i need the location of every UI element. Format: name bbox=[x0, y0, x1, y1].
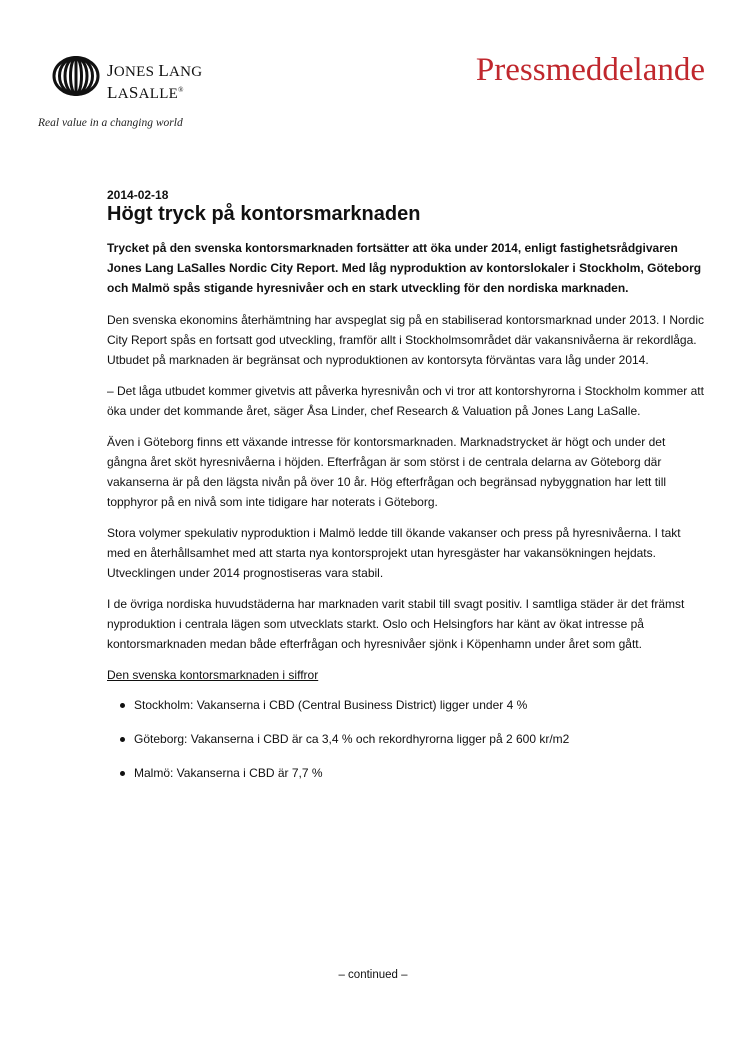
article-body bbox=[107, 188, 707, 797]
registered-mark: ® bbox=[178, 86, 184, 94]
brand-letters: ANG bbox=[169, 64, 203, 80]
brand-letters: ALLE bbox=[138, 86, 179, 102]
brand-letter: L bbox=[107, 83, 118, 102]
figures-list bbox=[107, 695, 707, 783]
list-item-text: Stockholm: Vakanserna i CBD (Central Business District) ligger under 4 % bbox=[134, 698, 528, 712]
brand-line-2 bbox=[107, 81, 202, 103]
bullet-icon bbox=[120, 771, 125, 776]
list-item bbox=[107, 695, 707, 715]
list-item bbox=[107, 729, 707, 749]
list-item bbox=[107, 763, 707, 783]
brand-letters: A bbox=[117, 86, 129, 102]
article-title: Högt tryck på kontorsmarknaden bbox=[107, 203, 421, 225]
document-type-heading: Pressmeddelande bbox=[475, 52, 705, 88]
brand-letter: S bbox=[128, 83, 139, 102]
brand-letters: ONES bbox=[113, 64, 159, 80]
tagline: Real value in a changing world bbox=[38, 117, 183, 129]
article-date: 2014-02-18 bbox=[107, 188, 169, 202]
list-item-text: Malmö: Vakanserna i CBD är 7,7 % bbox=[134, 766, 323, 780]
continued-footer: – continued – bbox=[338, 969, 408, 981]
brand-letter: L bbox=[158, 61, 170, 80]
figures-subheading: Den svenska kontorsmarknaden i siffror bbox=[107, 668, 319, 682]
brand-wordmark bbox=[107, 62, 202, 103]
brand-letter: J bbox=[107, 61, 114, 80]
article-paragraph: Stora volymer spekulativ nyproduktion i Malmö ledde till ökande vakanser och press på hyresnivåerna. I takt med en återhållsamhet med att starta nya kontorsprojekt utan hyresgäster har vakansökningen hejdats. Utvecklingen under 2014 prognostiseras vara stabil. bbox=[107, 526, 681, 580]
jll-logo-icon bbox=[52, 56, 100, 96]
article-paragraph: Den svenska ekonomins återhämtning har avspeglat sig på en stabiliserad kontorsmarknad under 2013. I Nordic City Report spås en fortsatt god utveckling, framför allt i Stockholmsområdet där vakansnivåerna är rekordlåga. Utbudet på marknaden är begränsat och nyproduktionen av kontorsyta förväntas vara låg under 2014. bbox=[107, 313, 704, 367]
list-item-text: Göteborg: Vakanserna i CBD är ca 3,4 % och rekordhyrorna ligger på 2 600 kr/m2 bbox=[134, 732, 570, 746]
article-paragraph: I de övriga nordiska huvudstäderna har marknaden varit stabil till svagt positiv. I samtliga städer är det främst nyproduktion i centrala lägen som utvecklats starkt. Oslo och Helsingfors har känt av ökat intresse på kontorsmarknaden medan både efterfrågan och hyresnivåer sjönk i Köpenhamn under året som gått. bbox=[107, 597, 685, 651]
brand-line-1 bbox=[107, 62, 202, 81]
article-lead: Trycket på den svenska kontorsmarknaden fortsätter att öka under 2014, enligt fastighetsrådgivaren Jones Lang LaSalles Nordic City Report. Med låg nyproduktion av kontorslokaler i Stockholm, Göteborg och Malmö spås stigande hyresnivåer och en stark utveckling för den nordiska marknaden. bbox=[107, 241, 702, 295]
bullet-icon bbox=[120, 703, 125, 708]
bullet-icon bbox=[120, 737, 125, 742]
article-paragraph: – Det låga utbudet kommer givetvis att påverka hyresnivån och vi tror att kontorshyrorna i Stockholm kommer att öka under det kommande året, säger Åsa Linder, chef Research & Valuation på Jones Lang LaSalle. bbox=[107, 384, 704, 418]
article-paragraph: Även i Göteborg finns ett växande intresse för kontorsmarknaden. Marknadstrycket är högt och under det gångna året sköt hyresnivåerna i höjden. Efterfrågan är som störst i de centrala delarna av Göteborg där vakanserna är på den lägsta nivån på över 10 år. Hög efterfrågan och begränsad nybyggnation har lett till topphyror på en nivå som inte tidigare har noterats i Göteborg. bbox=[107, 435, 667, 509]
